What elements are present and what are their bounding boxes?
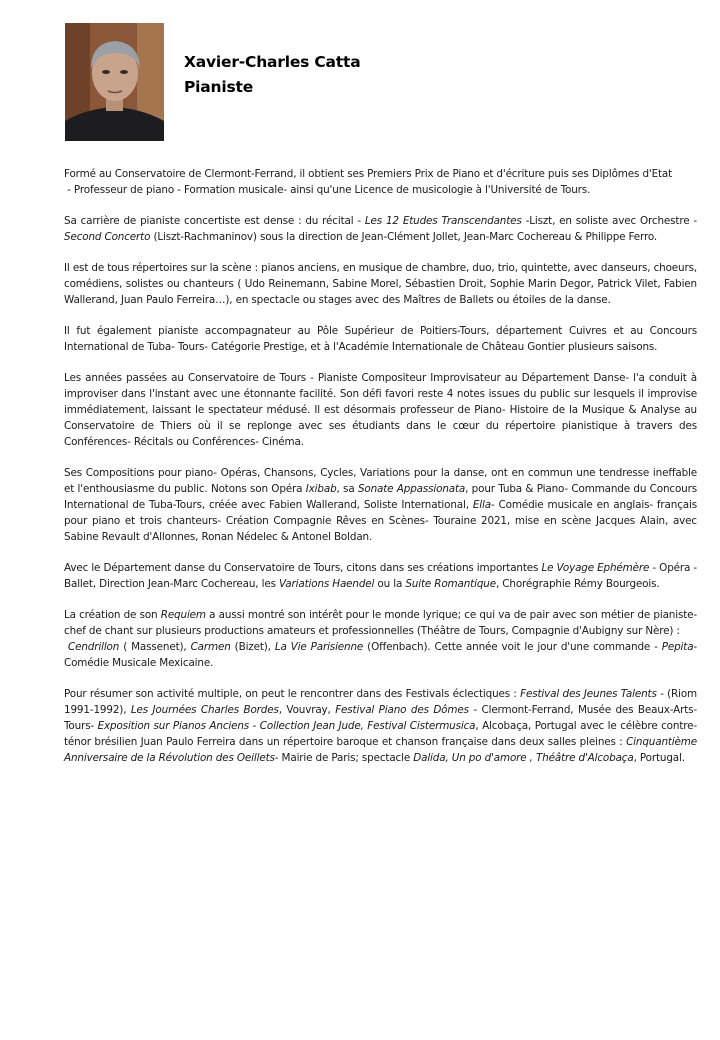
paragraph-repertoire bbox=[64, 260, 697, 308]
work-title: Carmen bbox=[190, 641, 231, 653]
paragraph-text: Il est de tous répertoires sur la scène : pianos anciens, en musique de chambre, duo, trio, quintette, avec danseurs, choeurs, bbox=[64, 262, 697, 274]
paragraph-accompanist: Il fut également pianiste accompagnateur au Pôle Supérieur de Poitiers-Tours, département Cuivres et au Concours International de Tuba- Tours- Catégorie Prestige, et à l'Académie Internationale de Château Gontier plusieurs saisons. bbox=[64, 325, 697, 353]
text-span: Sa carrière de pianiste concertiste est dense : du récital - bbox=[64, 215, 365, 227]
work-title: Dalida, Un po d'amore , Théâtre d'Alcobaça bbox=[413, 752, 634, 764]
portrait-icon bbox=[65, 23, 164, 141]
text-span: - Opéra - Ballet, Direction Jean-Marc Cochereau, les bbox=[64, 562, 698, 590]
text-span: - Mairie de Paris; spectacle bbox=[274, 752, 414, 764]
work-title: Exposition sur Pianos Anciens - Collection Jean Jude, Festival Cistermusica bbox=[97, 720, 476, 732]
work-title: La Vie Parisienne bbox=[274, 641, 364, 653]
work-title: Ella bbox=[472, 499, 491, 511]
header bbox=[184, 50, 361, 100]
text-span: - (Riom 1991-1992), bbox=[64, 688, 697, 716]
text-span: La création de son bbox=[64, 609, 161, 621]
text-span: - Clermont-Ferrand, Musée des Beaux-Arts-Tours- bbox=[64, 704, 698, 732]
work-title: Requiem bbox=[160, 609, 206, 621]
paragraph-lyric bbox=[64, 607, 697, 671]
text-span: Avec le Département danse du Conservatoire de Tours, citons dans ses créations importantes bbox=[64, 562, 542, 574]
text-span: , pour Tuba & Piano- Commande du Concours International de Tuba-Tours, créée avec Fabien Wallerand, Soliste International, bbox=[64, 483, 697, 511]
work-title: Festival Piano des Dômes bbox=[335, 704, 469, 716]
artist-role: Pianiste bbox=[184, 78, 254, 96]
paragraph-dance bbox=[64, 560, 697, 592]
text-span: (Offenbach). Cette année voit le jour d'une commande - bbox=[363, 641, 662, 653]
text-span: - Comédie musicale en anglais- français pour piano et trois chanteurs- Création Compagnie Rêves en Scènes- Touraine 2021, mise en scène Jacques Alain, avec Sabine Revault d'Allonnes, Ronan Nédelec & Antonel Boldan. bbox=[64, 499, 697, 543]
work-title: Second Concerto bbox=[64, 231, 151, 243]
text-span: Ses Compositions pour piano- Opéras, Chansons, Cycles, Variations pour la danse, ont en commun une tendresse ineffable et l'enthousiasme du public. Notons son Opéra bbox=[64, 467, 697, 495]
biography bbox=[64, 166, 697, 781]
work-title: Les 12 Etudes Transcendantes bbox=[364, 215, 522, 227]
paragraph-career bbox=[64, 213, 697, 245]
text-span: (Liszt-Rachmaninov) sous la direction de Jean-Clément Jollet, Jean-Marc Cochereau & Philippe Ferro. bbox=[150, 231, 658, 243]
work-title: Le Voyage Ephémère bbox=[541, 562, 650, 574]
text-span: a aussi montré son intérêt pour le monde lyrique; ce qui va de pair avec son métier de pianiste-chef de chant sur plusieurs productions amateurs et professionnelles (Théâtre de Tours, Compagnie d'Aubigny sur Nère) : bbox=[64, 609, 697, 637]
text-span: ou la bbox=[374, 578, 406, 590]
paragraph-training bbox=[64, 166, 697, 198]
text-span: , Portugal. bbox=[633, 752, 685, 764]
paragraph-improvisation: Les années passées au Conservatoire de Tours - Pianiste Compositeur Improvisateur au Département Danse- l'a conduit à improviser dans l'instant avec une étonnante facilité. Son défi favori reste 4 notes issues du public sur lesquels il improvise immédiatement, laissant le spectateur médusé. Il est désormais professeur de Piano- Histoire de la Musique & Analyse au Conservatoire de Thiers où il se replonge avec ses étudiants dans le cœur du répertoire pianistique à travers des Conférences- Récitals ou Conférences- Cinéma. bbox=[64, 372, 697, 448]
text-span: , Vouvray, bbox=[278, 704, 336, 716]
work-title: Festival des Jeunes Talents bbox=[520, 688, 657, 700]
text-span: , Alcobaça, Portugal avec le célèbre contre-ténor brésilien Juan Paulo Ferreira dans un répertoire baroque et chanson française dans deux salles pleines : bbox=[64, 720, 697, 748]
text-span: - Comédie Musicale Mexicaine. bbox=[64, 641, 698, 669]
work-title: Cinquantième Anniversaire de la Révolution des Oeillets bbox=[64, 736, 697, 764]
text-span: , Chorégraphie Rémy Bourgeois. bbox=[495, 578, 660, 590]
text-span: , sa bbox=[336, 483, 358, 495]
paragraph-compositions bbox=[64, 465, 697, 545]
portrait-photo bbox=[65, 23, 164, 141]
work-title: Pepita bbox=[661, 641, 694, 653]
text-span: -Liszt, en soliste avec Orchestre - bbox=[521, 215, 697, 227]
work-title: Sonate Appassionata bbox=[357, 483, 466, 495]
work-title: Les Journées Charles Bordes bbox=[130, 704, 279, 716]
paragraph-festivals bbox=[64, 686, 697, 766]
paragraph-text: Formé au Conservatoire de Clermont-Ferrand, il obtient ses Premiers Prix de Piano et d'écriture puis ses Diplômes d'Etat bbox=[64, 168, 673, 180]
work-title: Variations Haendel bbox=[278, 578, 375, 590]
text-span: (Bizet), bbox=[230, 641, 275, 653]
paragraph-text: comédiens, solistes ou chanteurs ( Udo Reinemann, Sabine Morel, Sébastien Droit, Sophie Marin Degor, Patrick Vilet, Fabien Wallerand, Juan Paulo Ferreira…), en spectacle ou stages avec des Maîtres de Ballets ou étoiles de la danse. bbox=[64, 278, 697, 306]
work-title: Cendrillon bbox=[68, 641, 120, 653]
text-span: Pour résumer son activité multiple, on peut le rencontrer dans des Festivals éclectiques : bbox=[64, 688, 521, 700]
paragraph-text: - Professeur de piano - Formation musicale- ainsi qu'une Licence de musicologie à l'Université de Tours. bbox=[64, 184, 591, 196]
work-title: Suite Romantique bbox=[405, 578, 496, 590]
work-title: Ixibab bbox=[305, 483, 337, 495]
artist-name: Xavier-Charles Catta bbox=[184, 53, 361, 71]
text-span: ( Massenet), bbox=[119, 641, 191, 653]
